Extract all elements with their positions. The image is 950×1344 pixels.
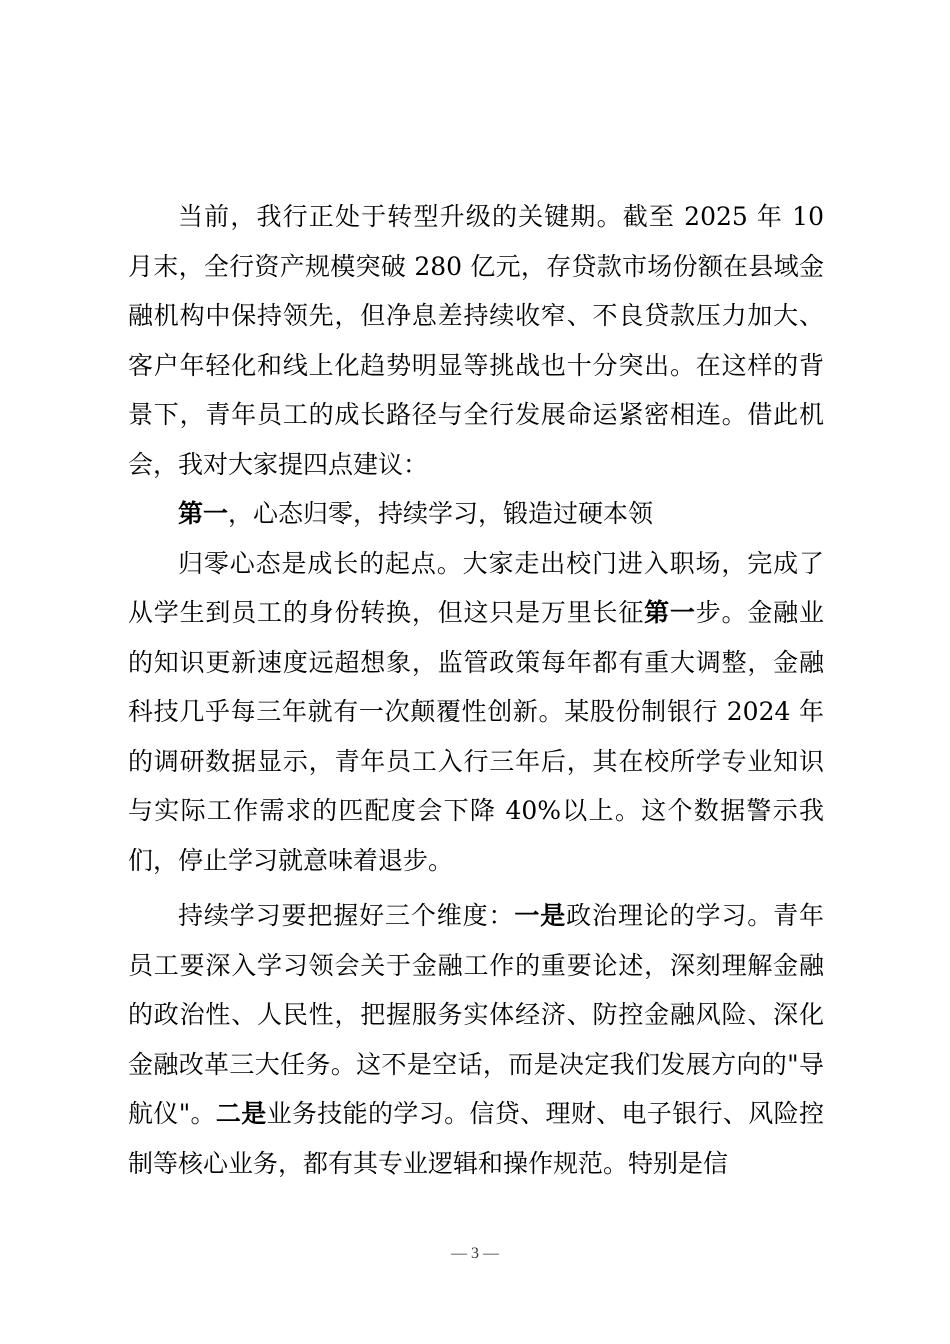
paragraph-intro <box>128 192 824 489</box>
paragraph-mindset-text-a: 归零心态是成长的起点。大家走出校门进入职场，完成了从学生到员工的身份转换，但这只是万里长征 <box>128 548 824 627</box>
paragraph-learning-bold-2: 二是 <box>215 1099 267 1128</box>
paragraph-learning <box>128 891 824 1188</box>
paragraph-learning-text-c: 业务技能的学习。信贷、理财、电子银行、风险控制等核心业务，都有其专业逻辑和操作规范。特别是信 <box>128 1099 824 1178</box>
paragraph-mindset-text-b: 步。金融业的知识更新速度远超想象，监管政策每年都有重大调整，金融科技几乎每三年就有一次颠覆性创新。某股份制银行 2024 年的调研数据显示，青年员工入行三年后，其在校所学专业知识与实际工作需求的匹配度会下降 40%以上。这个数据警示我们，停止学习就意味着退步。 <box>128 598 824 875</box>
paragraph-mindset <box>128 539 824 886</box>
paragraph-intro-text: 当前，我行正处于转型升级的关键期。截至 2025 年 10 月末，全行资产规模突破 280 亿元，存贷款市场份额在县域金融机构中保持领先，但净息差持续收窄、不良贷款压力加大、客户年轻化和线上化趋势明显等挑战也十分突出。在这样的背景下，青年员工的成长路径与全行发展命运紧密相连。借此机会，我对大家提四点建议： <box>128 202 824 479</box>
heading-text: ，心态归零，持续学习，锻造过硬本领 <box>228 499 654 528</box>
section-heading-first <box>128 489 824 539</box>
page-number: — 3 — <box>451 1245 499 1262</box>
heading-ordinal: 第一 <box>178 499 229 528</box>
paragraph-learning-text-b: 政治理论的学习。青年员工要深入学习领会关于金融工作的重要论述，深刻理解金融的政治性、人民性，把握服务实体经济、防控金融风险、深化金融改革三大任务。这不是空话，而是决定我们发展方向的"导航仪"。 <box>128 901 824 1128</box>
paragraph-learning-bold-1: 一是 <box>514 901 567 930</box>
document-body <box>128 192 824 1188</box>
paragraph-learning-text-a: 持续学习要把握好三个维度： <box>178 901 515 930</box>
paragraph-mindset-bold: 第一 <box>644 598 696 627</box>
